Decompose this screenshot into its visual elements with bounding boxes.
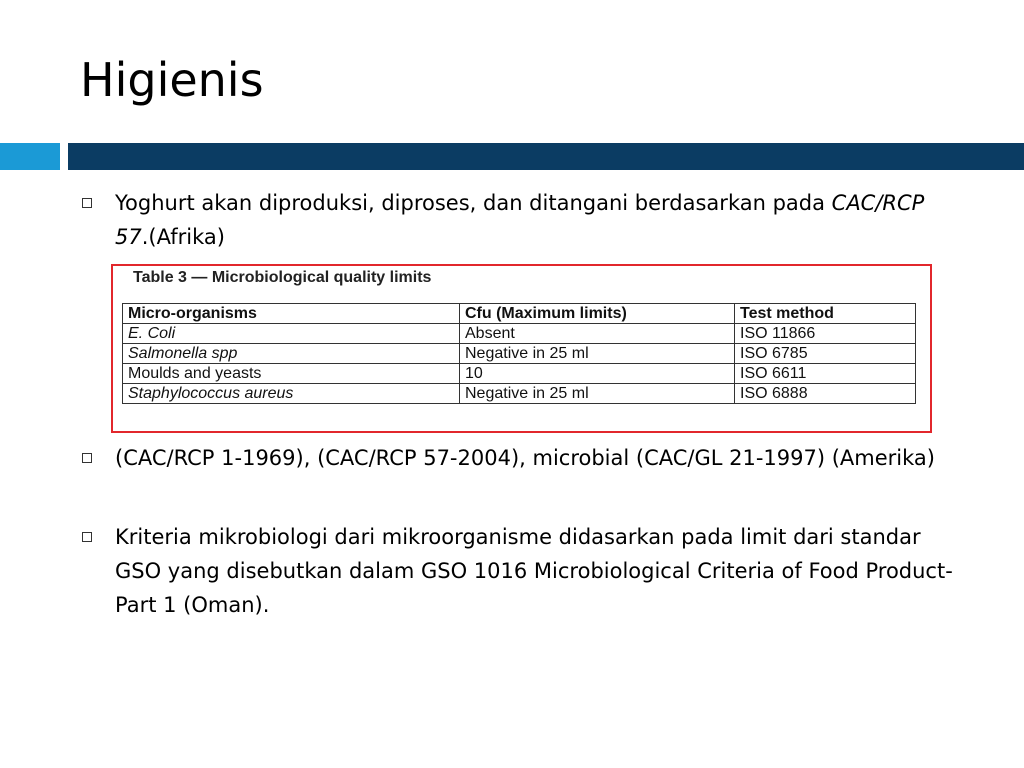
- microbiological-limits-table: [122, 303, 916, 404]
- table-cell: 10: [460, 364, 735, 384]
- table-row: [123, 384, 916, 404]
- square-bullet-icon: [82, 532, 92, 542]
- square-bullet-icon: [82, 198, 92, 208]
- table-caption: Table 3 — Microbiological quality limits: [133, 269, 432, 286]
- table-row: [123, 344, 916, 364]
- accent-bar-light: [0, 143, 60, 170]
- column-header: Test method: [735, 304, 916, 324]
- accent-bar-dark: [68, 143, 1024, 170]
- slide-title: Higienis: [80, 53, 264, 107]
- table-cell: ISO 6785: [735, 344, 916, 364]
- column-header: Cfu (Maximum limits): [460, 304, 735, 324]
- bullet-item-1: [82, 186, 962, 254]
- column-header: Micro-organisms: [123, 304, 460, 324]
- table-cell: ISO 11866: [735, 324, 916, 344]
- square-bullet-icon: [82, 453, 92, 463]
- table-cell: ISO 6888: [735, 384, 916, 404]
- table-row: [123, 364, 916, 384]
- table-figure: [111, 264, 932, 433]
- bullet-item-3: [82, 520, 962, 622]
- bullet-text-3: Kriteria mikrobiologi dari mikroorganisme didasarkan pada limit dari standar GSO yang disebutkan dalam GSO 1016 Microbiological Criteria of Food Product- Part 1 (Oman).: [115, 525, 953, 617]
- table-cell: Negative in 25 ml: [460, 384, 735, 404]
- table-cell: E. Coli: [123, 324, 460, 344]
- table-cell: Negative in 25 ml: [460, 344, 735, 364]
- table-header-row: [123, 304, 916, 324]
- table-cell: Absent: [460, 324, 735, 344]
- table-cell: ISO 6611: [735, 364, 916, 384]
- table-cell: Moulds and yeasts: [123, 364, 460, 384]
- table-cell: Salmonella spp: [123, 344, 460, 364]
- table-row: [123, 324, 916, 344]
- bullet-text-2: (CAC/RCP 1-1969), (CAC/RCP 57-2004), microbial (CAC/GL 21-1997) (Amerika): [115, 446, 935, 470]
- bullet-item-2: [82, 441, 962, 475]
- bullet-text-1: Yoghurt akan diproduksi, diproses, dan ditangani berdasarkan pada CAC/RCP 57.(Afrika): [115, 191, 925, 249]
- table-cell: Staphylococcus aureus: [123, 384, 460, 404]
